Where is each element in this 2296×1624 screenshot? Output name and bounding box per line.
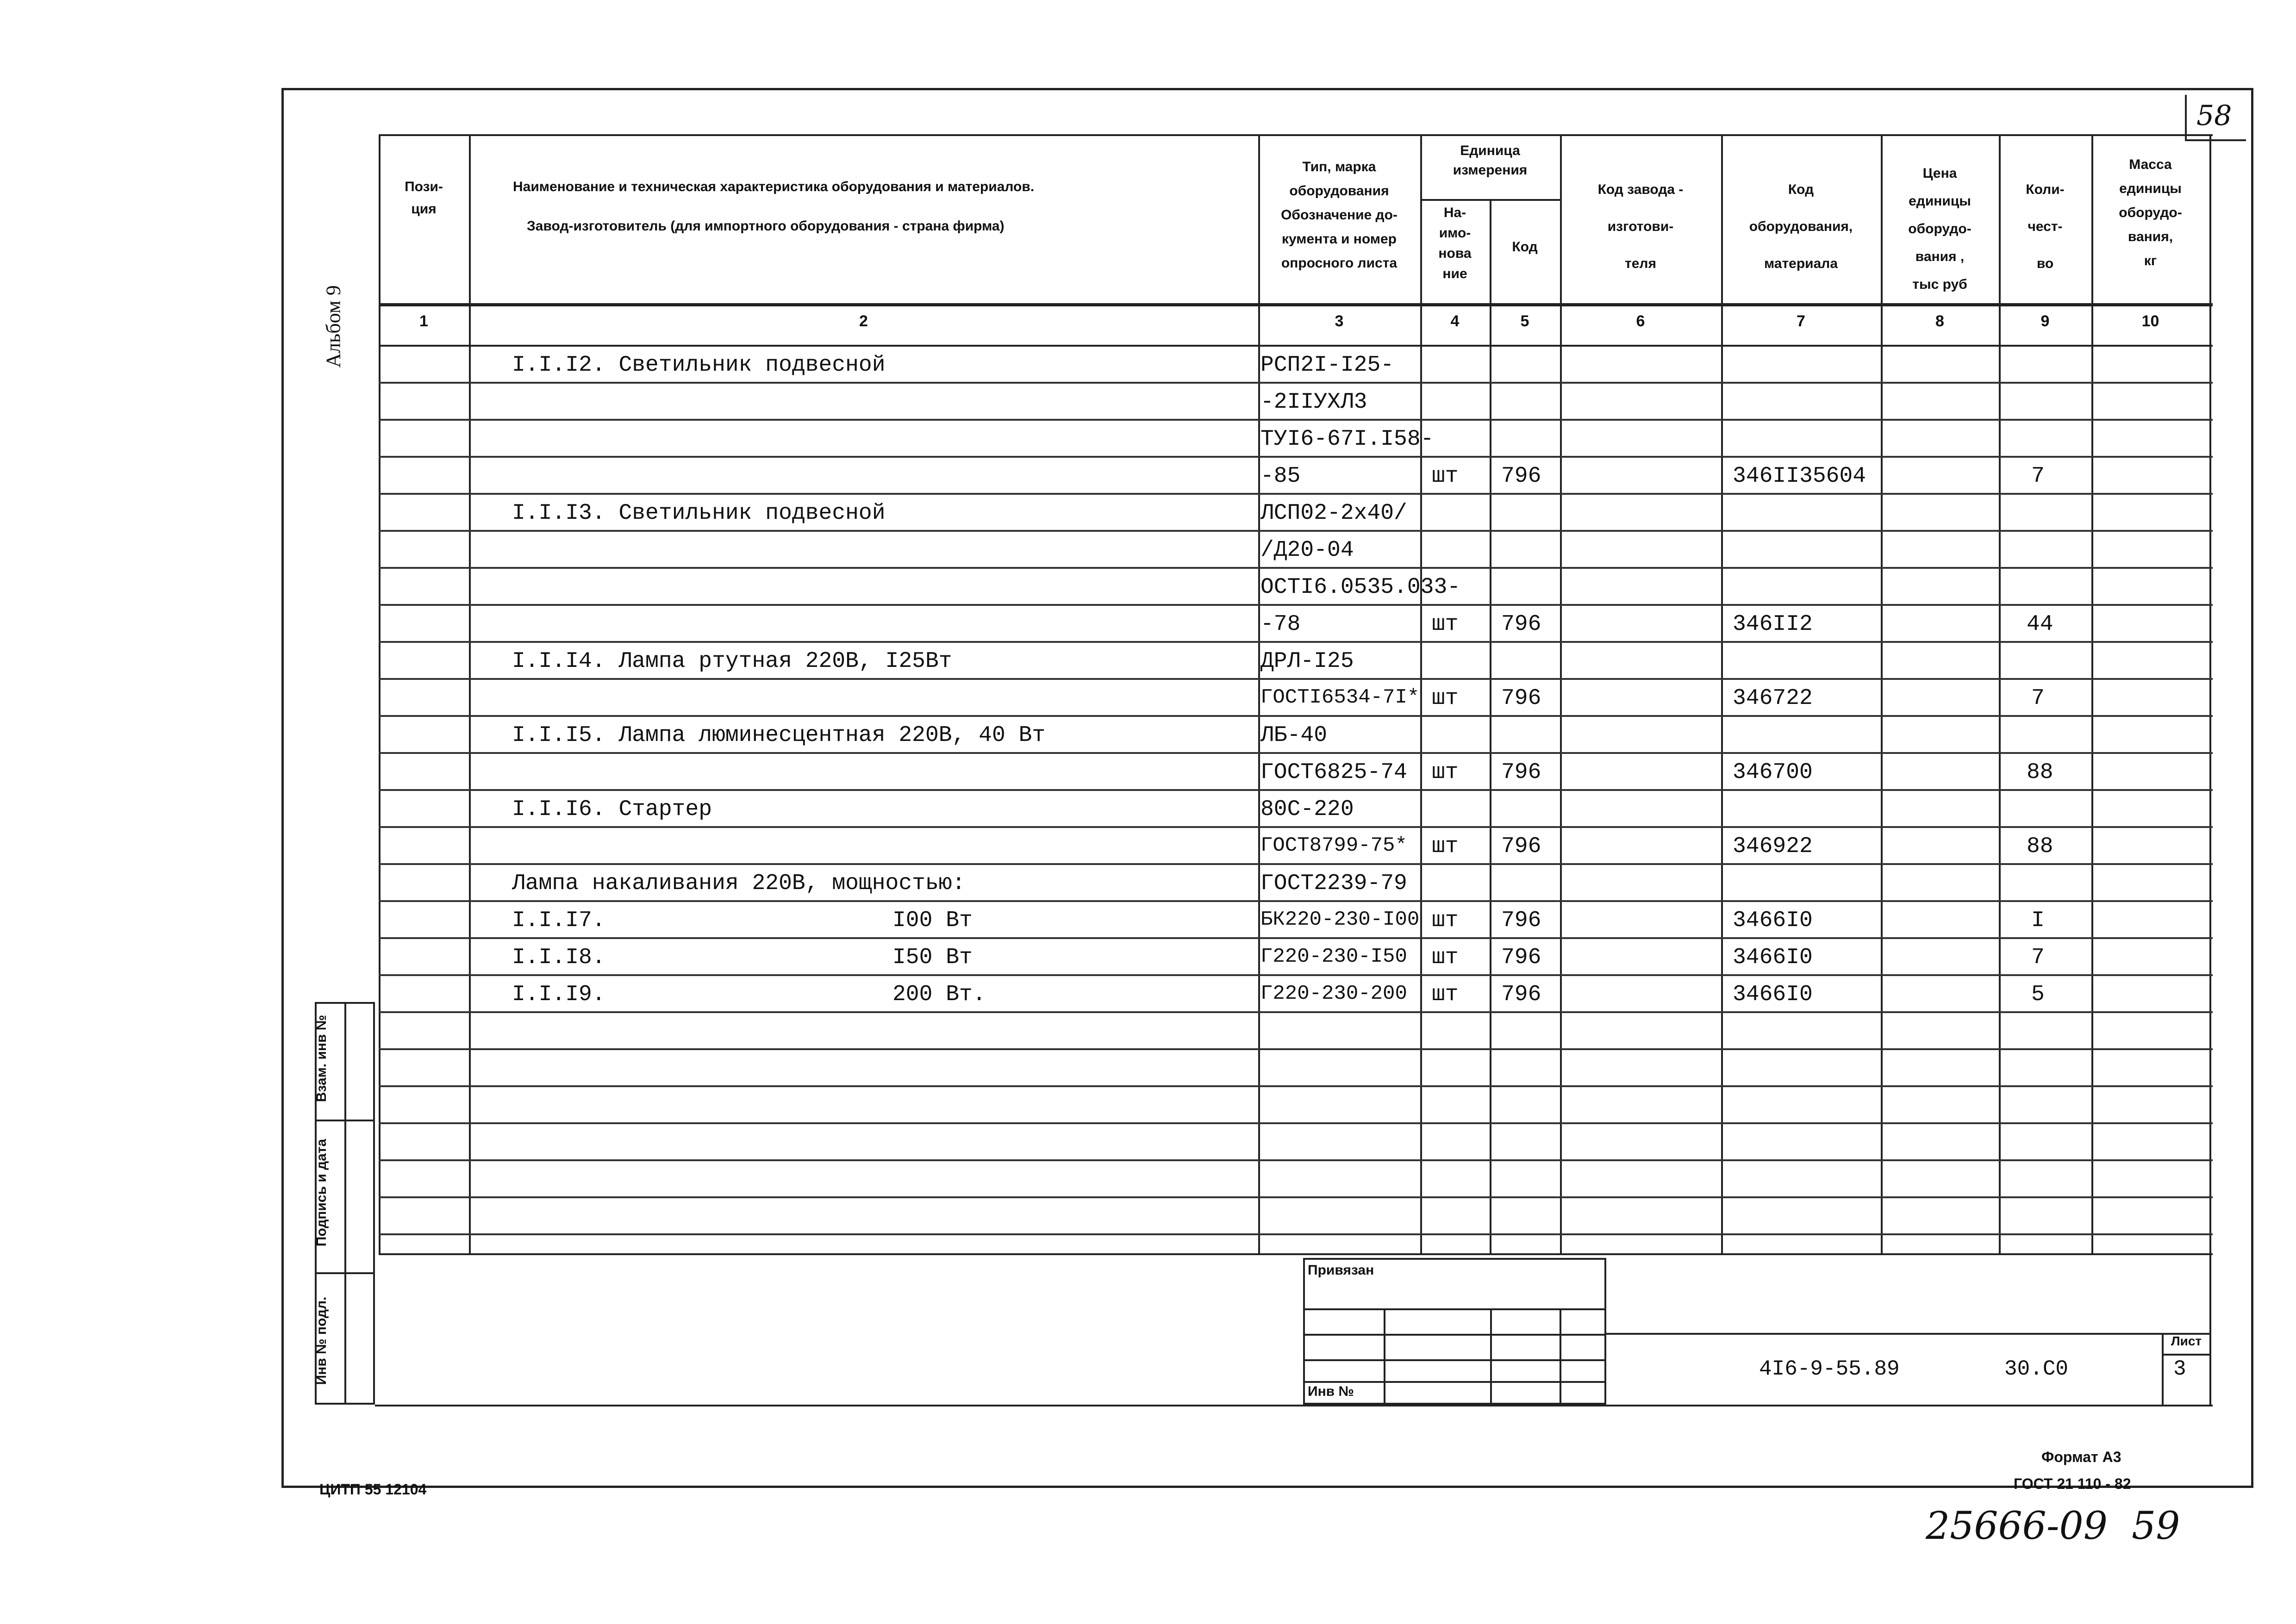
row-17-name: I.I.I8. (512, 945, 605, 970)
row-12-equip-code: 346700 (1733, 760, 1813, 785)
row-17-type: Г220-230-I50 (1260, 945, 1407, 968)
row-13-name: I.I.I6. Стартер (512, 797, 712, 822)
row-16-type: БК220-230-I00 (1260, 908, 1420, 931)
row-14-qty: 88 (2027, 834, 2053, 859)
row-5-name: I.I.I3. Светильник подвесной (512, 501, 886, 526)
colnum-1: 1 (419, 312, 428, 330)
row-10-unit: шт (1432, 686, 1459, 711)
colnum-7: 7 (1797, 312, 1805, 330)
row-15-type: ГОСТ2239-79 (1260, 871, 1407, 896)
row-5-type: ЛСП02-2х40/ (1260, 501, 1407, 526)
row-3-type: ТУI6-67I.I58- (1260, 427, 1434, 452)
row-9-type: ДРЛ-I25 (1260, 649, 1354, 674)
row-16-name: I.I.I7. (512, 908, 605, 933)
row-17-unit: шт (1432, 945, 1459, 970)
row-13-type: 80С-220 (1260, 797, 1354, 822)
colnum-3: 3 (1335, 312, 1344, 330)
row-12-type: ГОСТ6825-74 (1260, 760, 1407, 785)
row-4-code: 796 (1501, 464, 1541, 489)
sheet-corner-number: 58 (2196, 100, 2232, 132)
list-label: Лист (2171, 1334, 2202, 1348)
row-18-code: 796 (1501, 982, 1541, 1007)
header-quantity: Коли- чест- во (2026, 182, 2065, 271)
privyazan-label: Привязан (1308, 1263, 1374, 1278)
colnum-8: 8 (1935, 312, 1944, 330)
row-18-type: Г220-230-200 (1260, 982, 1407, 1005)
row-17-equip-code: 3466I0 (1733, 945, 1813, 970)
album-label: Альбом 9 (322, 285, 345, 368)
gost-label: ГОСТ 21 110 - 82 (2014, 1475, 2131, 1492)
colnum-4: 4 (1450, 312, 1460, 330)
header-type: Тип, марка оборудования Обозначение до- кумента и номер опросного листа (1281, 159, 1398, 271)
header-equipment-code: Код оборудования, материала (1749, 182, 1853, 271)
row-4-qty: 7 (2031, 464, 2045, 489)
row-10-qty: 7 (2031, 686, 2045, 711)
row-6-type: /Д20-04 (1260, 538, 1354, 563)
row-18-qty: 5 (2031, 982, 2045, 1007)
stamp-inv-podl: Инв № подл. (314, 1296, 329, 1385)
row-11-type: ЛБ-40 (1260, 723, 1328, 748)
row-11-name: I.I.I5. Лампа люминесцентная 220В, 40 Вт (512, 723, 1046, 748)
header-unit-name: На- имо- нова ние (1438, 205, 1472, 281)
row-8-unit: шт (1432, 612, 1459, 637)
row-17-power: I50 Вт (892, 945, 973, 970)
row-14-type: ГОСТ8799-75* (1260, 834, 1407, 857)
archive-stamp-number: 25666-09 59 (1926, 1504, 2180, 1548)
row-16-power: I00 Вт (892, 908, 973, 933)
row-10-equip-code: 346722 (1733, 686, 1813, 711)
row-18-unit: шт (1432, 982, 1459, 1007)
row-10-type: ГОСТI6534-7I* (1260, 686, 1420, 709)
row-16-unit: шт (1432, 908, 1459, 933)
section-code: 30.C0 (2004, 1357, 2069, 1381)
colnum-9: 9 (2040, 312, 2050, 330)
header-name-line1: Наименование и техническая характеристика оборудования и материалов. (513, 179, 1035, 194)
row-18-name: I.I.I9. (512, 982, 605, 1007)
row-1-name: I.I.I2. Светильник подвесной (512, 353, 886, 378)
row-10-code: 796 (1501, 686, 1541, 711)
format-label: Формат А3 (2041, 1449, 2121, 1465)
row-14-code: 796 (1501, 834, 1541, 859)
inv-no-label: Инв № (1308, 1384, 1354, 1399)
row-14-unit: шт (1432, 834, 1459, 859)
row-17-qty: 7 (2031, 945, 2045, 970)
row-8-equip-code: 346II2 (1733, 612, 1813, 637)
row-1-type: РСП2I-I25- (1260, 353, 1394, 378)
header-unit-code: Код (1512, 239, 1538, 255)
header-mass: Масса единицы оборудо- вания, кг (2119, 157, 2182, 268)
row-12-code: 796 (1501, 760, 1541, 785)
colnum-6: 6 (1636, 312, 1645, 330)
cipt-label: ЦИТП 55 12104 (319, 1481, 427, 1498)
row-16-equip-code: 3466I0 (1733, 908, 1813, 933)
row-2-type: -2IIУХЛ3 (1260, 390, 1367, 415)
document-code: 4I6-9-55.89 (1759, 1357, 1900, 1381)
row-4-type: -85 (1260, 464, 1301, 489)
row-12-qty: 88 (2027, 760, 2053, 785)
row-14-equip-code: 346922 (1733, 834, 1813, 859)
stamp-vzam-inv: Взам. инв № (314, 1014, 329, 1102)
row-8-code: 796 (1501, 612, 1541, 637)
header-name-line2: Завод-изготовитель (для импортного оборудования - страна фирма) (527, 218, 1004, 234)
header-factory-code: Код завода - изготови- теля (1597, 182, 1684, 271)
row-8-qty: 44 (2027, 612, 2053, 637)
colnum-5: 5 (1520, 312, 1529, 330)
row-12-unit: шт (1432, 760, 1459, 785)
row-4-unit: шт (1432, 464, 1459, 489)
privyazan-block (1303, 1258, 1606, 1405)
row-9-name: I.I.I4. Лампа ртутная 220В, I25Вт (512, 649, 952, 674)
header-position: Пози- ция (405, 179, 443, 217)
row-15-name: Лампа накаливания 220В, мощностью: (512, 871, 966, 896)
header-unit-group: Единица измерения (1453, 143, 1528, 178)
stamp-podpis-data: Подпись и дата (314, 1139, 329, 1247)
row-16-qty: I (2031, 908, 2045, 933)
row-7-type: ОСТI6.0535.033- (1260, 575, 1461, 600)
row-8-type: -78 (1260, 612, 1301, 637)
spec-table (379, 134, 2213, 1254)
row-17-code: 796 (1501, 945, 1541, 970)
row-18-power: 200 Вт. (892, 982, 986, 1007)
row-4-equip-code: 346II35604 (1733, 464, 1866, 489)
row-18-equip-code: 3466I0 (1733, 982, 1813, 1007)
header-price: Цена единицы оборудо- вания , тыс руб (1908, 166, 1972, 292)
colnum-2: 2 (859, 312, 868, 330)
list-number: 3 (2173, 1357, 2186, 1381)
colnum-10: 10 (2141, 312, 2159, 330)
row-16-code: 796 (1501, 908, 1541, 933)
